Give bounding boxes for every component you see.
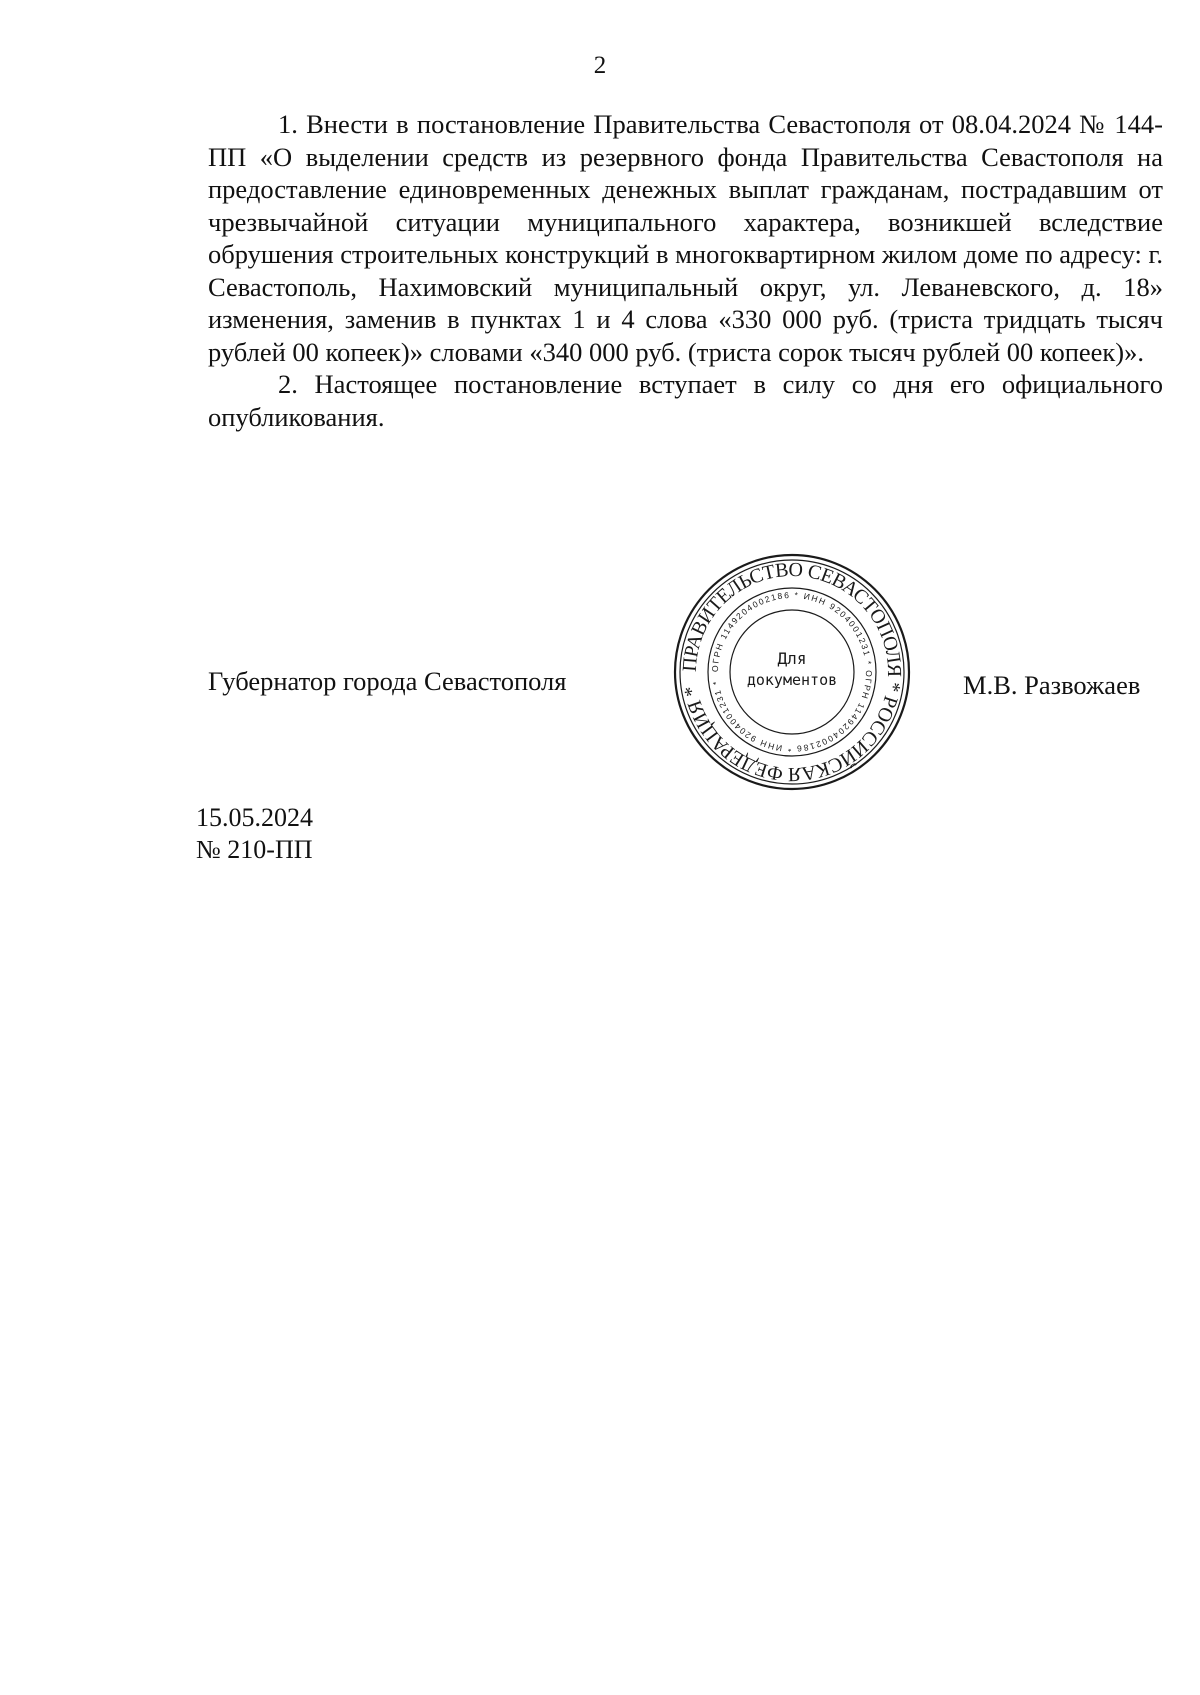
seal-center-line-2: документов [746,671,838,689]
signatory-name: М.В. Развожаев [963,670,1141,700]
seal-registration-text: ОГРН 1149204002186 * ИНН 9204001231 * ОГРН 1149204002186 * ИНН 9204001231 * [709,589,875,755]
page-number: 2 [593,52,607,79]
resolution-body [208,108,1163,433]
paragraph-1: 1. Внести в постановление Правительства Севастополя от 08.04.2024 № 144-ПП «О выделении средств из резервного фонда Правительства Севастополя на предоставление единовременных денежных выплат гражданам, пострадавшим от чрезвычайной ситуации муниципального характера, возникшей вследствие обрушения строительных конструкций в многоквартирном жилом доме по адресу: г. Севастополь, Нахимовский муниципальный округ, ул. Леваневского, д. 18» изменения, заменив в пунктах 1 и 4 слова «330 000 руб. (триста тридцать тысяч рублей 00 копеек)» словами «340 000 руб. (триста сорок тысяч рублей 00 копеек)». [208,109,1163,367]
document-number: № 210-ПП [196,835,313,864]
seal-icon [672,552,912,792]
signatory-title: Губернатор города Севастополя [208,666,567,696]
official-seal [672,552,912,792]
paragraph-2: 2. Настоящее постановление вступает в силу со дня его официального опубликования. [208,369,1163,432]
document-date: 15.05.2024 [196,803,313,832]
seal-center-line-1: Для [777,649,807,668]
seal-outer-text: ПРАВИТЕЛЬСТВО СЕВАСТОПОЛЯ * РОССИЙСКАЯ ФЕДЕРАЦИЯ * [678,558,906,786]
